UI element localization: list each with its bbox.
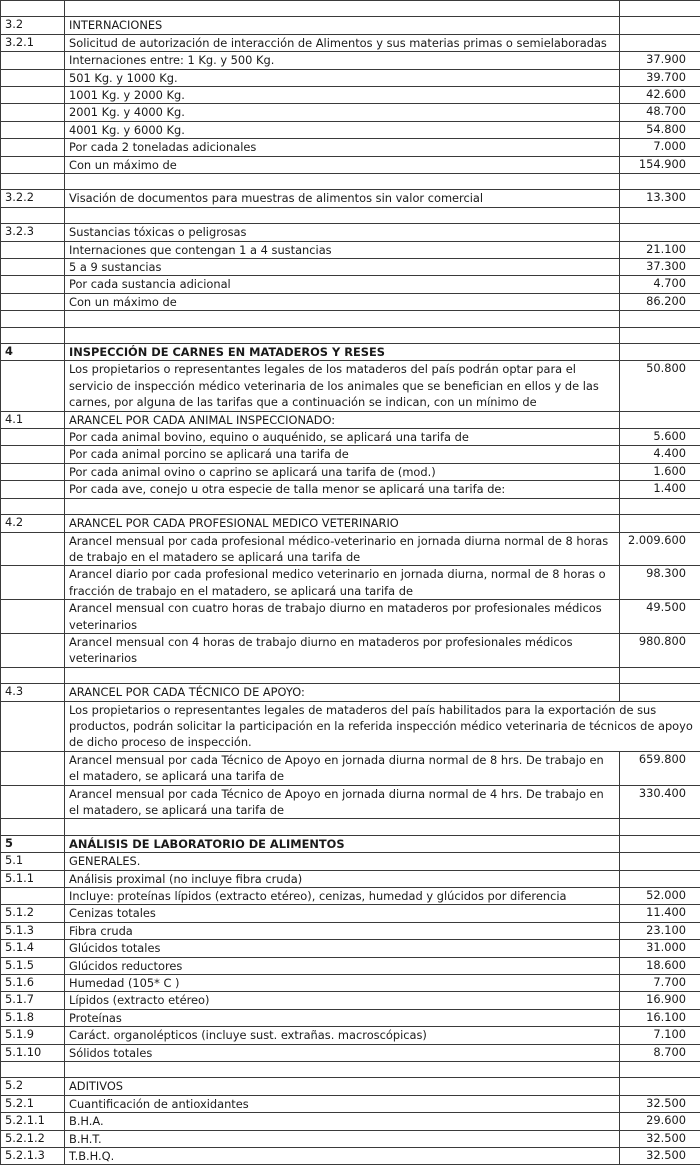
item-code-cell: 3.2.2 — [1, 190, 65, 207]
spacer-row — [1, 498, 700, 514]
item-amount-cell: 4.700 — [620, 276, 700, 293]
item-amount-cell: 21.100 — [620, 241, 700, 258]
item-code-cell: 5.2.1 — [1, 1095, 65, 1112]
item-description-cell: Solicitud de autorización de interacción de Alimentos y sus materias primas o semielaboradas — [65, 34, 620, 51]
item-description-cell — [65, 174, 620, 190]
item-amount-cell: 54.800 — [620, 121, 700, 138]
item-code-cell: 5.1.1 — [1, 870, 65, 887]
table-row — [1, 888, 700, 905]
table-row — [1, 566, 700, 600]
item-description-cell — [65, 819, 620, 835]
item-description-cell: ANÁLISIS DE LABORATORIO DE ALIMENTOS — [65, 835, 620, 852]
item-code-cell — [1, 121, 65, 138]
item-amount-cell: 52.000 — [620, 888, 700, 905]
item-amount-cell: 32.500 — [620, 1148, 700, 1165]
item-description-cell — [65, 1062, 620, 1078]
item-code-cell — [1, 888, 65, 905]
table-row — [1, 1130, 700, 1147]
item-amount-cell: 13.300 — [620, 190, 700, 207]
item-amount-cell: 7.100 — [620, 1027, 700, 1044]
item-amount-cell: 1.600 — [620, 463, 700, 480]
item-code-cell — [1, 429, 65, 446]
item-code-cell: 3.2 — [1, 17, 65, 34]
item-description-cell: Con un máximo de — [65, 156, 620, 173]
item-amount-cell — [620, 515, 700, 532]
item-code-cell: 5.2.1.2 — [1, 1130, 65, 1147]
table-row — [1, 87, 700, 104]
item-description-cell: Sustancias tóxicas o peligrosas — [65, 224, 620, 241]
item-code-cell — [1, 311, 65, 327]
item-amount-cell — [620, 174, 700, 190]
item-description-cell — [65, 327, 620, 343]
table-row — [1, 957, 700, 974]
table-row — [1, 701, 700, 751]
table-row — [1, 241, 700, 258]
item-amount-cell — [620, 411, 700, 428]
item-description-cell: Arancel mensual por cada Técnico de Apoyo en jornada diurna normal de 4 hrs. De trabajo en el matadero, se aplicará una tarifa de — [65, 785, 620, 819]
item-description-cell: Arancel diario por cada profesional medico veterinario en jornada diurna, normal de 8 horas o fracción de trabajo en el matadero, se aplicará una tarifa de — [65, 566, 620, 600]
item-amount-cell: 1.400 — [620, 481, 700, 498]
item-code-cell: 5.1.4 — [1, 940, 65, 957]
item-code-cell — [1, 785, 65, 819]
item-amount-cell — [620, 835, 700, 852]
table-row — [1, 52, 700, 69]
item-description-cell: Humedad (105* C ) — [65, 975, 620, 992]
item-amount-cell: 5.600 — [620, 429, 700, 446]
item-amount-cell — [620, 870, 700, 887]
item-code-cell: 5.2.1.3 — [1, 1148, 65, 1165]
table-row — [1, 104, 700, 121]
table-row — [1, 121, 700, 138]
item-code-cell: 5.1.6 — [1, 975, 65, 992]
table-row — [1, 1044, 700, 1061]
item-description-cell — [65, 207, 620, 223]
item-amount-cell: 31.000 — [620, 940, 700, 957]
item-amount-cell: 37.300 — [620, 259, 700, 276]
item-amount-cell: 7.000 — [620, 139, 700, 156]
table-row — [1, 785, 700, 819]
item-description-cell: Por cada ave, conejo u otra especie de talla menor se aplicará una tarifa de: — [65, 481, 620, 498]
item-amount-cell — [620, 853, 700, 870]
item-code-cell — [1, 566, 65, 600]
item-code-cell — [1, 532, 65, 566]
item-description-cell: ARANCEL POR CADA PROFESIONAL MEDICO VETERINARIO — [65, 515, 620, 532]
item-description-cell: Por cada animal ovino o caprino se aplicará una tarifa de (mod.) — [65, 463, 620, 480]
item-code-cell: 5.1.8 — [1, 1009, 65, 1026]
table-row — [1, 69, 700, 86]
item-code-cell — [1, 104, 65, 121]
tariff-table-body — [1, 1, 700, 1165]
item-code-cell: 4 — [1, 344, 65, 361]
item-amount-cell — [620, 327, 700, 343]
item-description-cell: ARANCEL POR CADA TÉCNICO DE APOYO: — [65, 684, 620, 701]
item-amount-cell — [620, 1, 700, 17]
spacer-row — [1, 327, 700, 343]
item-description-cell: Análisis proximal (no incluye fibra cruda) — [65, 870, 620, 887]
item-code-cell: 3.2.3 — [1, 224, 65, 241]
item-code-cell — [1, 156, 65, 173]
item-description-cell: Con un máximo de — [65, 293, 620, 310]
item-amount-cell: 16.900 — [620, 992, 700, 1009]
item-amount-cell: 23.100 — [620, 922, 700, 939]
item-description-cell: 501 Kg. y 1000 Kg. — [65, 69, 620, 86]
item-description-cell: 5 a 9 sustancias — [65, 259, 620, 276]
table-row — [1, 684, 700, 701]
item-code-cell: 5.1.9 — [1, 1027, 65, 1044]
item-description-cell: INTERNACIONES — [65, 17, 620, 34]
item-description-cell: ADITIVOS — [65, 1078, 620, 1095]
table-row — [1, 751, 700, 785]
table-row — [1, 633, 700, 667]
spacer-row — [1, 1062, 700, 1078]
item-amount-cell: 330.400 — [620, 785, 700, 819]
table-row — [1, 411, 700, 428]
item-amount-cell: 8.700 — [620, 1044, 700, 1061]
item-description-cell: Proteínas — [65, 1009, 620, 1026]
item-description-cell: Fibra cruda — [65, 922, 620, 939]
item-description-cell: Los propietarios o representantes legales de los mataderos del país podrán optar para el servicio de inspección médico veterinaria de los animales que se benefician en ellos y de las carnes, por alguna de las tarifas que a continuación se indican, con un mínimo de — [65, 361, 620, 411]
item-description-cell — [65, 311, 620, 327]
spacer-row — [1, 207, 700, 223]
item-description-cell: Los propietarios o representantes legales de mataderos del país habilitados para la exportación de sus productos, podrán solicitar la participación en la referida inspección médico veterinaria de técnicos de apoyo de dicho proceso de inspección. — [65, 701, 700, 751]
table-row — [1, 1009, 700, 1026]
table-row — [1, 429, 700, 446]
item-amount-cell — [620, 498, 700, 514]
item-amount-cell — [620, 224, 700, 241]
table-row — [1, 259, 700, 276]
item-description-cell: Sólidos totales — [65, 1044, 620, 1061]
item-description-cell: 1001 Kg. y 2000 Kg. — [65, 87, 620, 104]
item-description-cell: Caráct. organolépticos (incluye sust. extrañas. macroscópicas) — [65, 1027, 620, 1044]
item-description-cell: GENERALES. — [65, 853, 620, 870]
item-description-cell: Glúcidos reductores — [65, 957, 620, 974]
item-amount-cell: 11.400 — [620, 905, 700, 922]
item-amount-cell: 16.100 — [620, 1009, 700, 1026]
item-amount-cell: 980.800 — [620, 633, 700, 667]
item-code-cell — [1, 701, 65, 751]
item-code-cell — [1, 361, 65, 411]
item-code-cell: 4.2 — [1, 515, 65, 532]
table-row — [1, 156, 700, 173]
item-code-cell — [1, 600, 65, 634]
item-code-cell: 5.1.7 — [1, 992, 65, 1009]
table-row — [1, 17, 700, 34]
table-row — [1, 853, 700, 870]
section-heading-row — [1, 344, 700, 361]
item-code-cell — [1, 446, 65, 463]
item-amount-cell: 50.800 — [620, 361, 700, 411]
table-row — [1, 992, 700, 1009]
item-amount-cell — [620, 34, 700, 51]
table-row — [1, 190, 700, 207]
item-code-cell: 4.3 — [1, 684, 65, 701]
item-amount-cell: 32.500 — [620, 1095, 700, 1112]
spacer-row — [1, 667, 700, 683]
item-amount-cell: 4.400 — [620, 446, 700, 463]
item-description-cell — [65, 498, 620, 514]
item-code-cell — [1, 481, 65, 498]
table-row — [1, 905, 700, 922]
item-amount-cell — [620, 684, 700, 701]
item-code-cell — [1, 327, 65, 343]
item-description-cell: Lípidos (extracto etéreo) — [65, 992, 620, 1009]
item-code-cell — [1, 69, 65, 86]
item-description-cell — [65, 667, 620, 683]
item-amount-cell — [620, 344, 700, 361]
table-row — [1, 870, 700, 887]
item-code-cell — [1, 241, 65, 258]
item-description-cell: Internaciones que contengan 1 a 4 sustancias — [65, 241, 620, 258]
item-code-cell — [1, 463, 65, 480]
spacer-row — [1, 311, 700, 327]
item-code-cell: 5.1.10 — [1, 1044, 65, 1061]
item-code-cell — [1, 1, 65, 17]
spacer-row — [1, 1, 700, 17]
item-code-cell — [1, 52, 65, 69]
item-code-cell: 5 — [1, 835, 65, 852]
item-amount-cell — [620, 1062, 700, 1078]
item-code-cell — [1, 87, 65, 104]
item-description-cell: ARANCEL POR CADA ANIMAL INSPECCIONADO: — [65, 411, 620, 428]
table-row — [1, 139, 700, 156]
item-description-cell: Por cada animal porcino se aplicará una tarifa de — [65, 446, 620, 463]
item-description-cell: Cenizas totales — [65, 905, 620, 922]
table-row — [1, 922, 700, 939]
item-code-cell — [1, 667, 65, 683]
item-amount-cell: 98.300 — [620, 566, 700, 600]
item-description-cell — [65, 1, 620, 17]
item-code-cell — [1, 139, 65, 156]
item-code-cell — [1, 498, 65, 514]
item-description-cell: B.H.T. — [65, 1130, 620, 1147]
item-code-cell — [1, 633, 65, 667]
table-row — [1, 446, 700, 463]
item-description-cell: Internaciones entre: 1 Kg. y 500 Kg. — [65, 52, 620, 69]
item-amount-cell: 86.200 — [620, 293, 700, 310]
item-code-cell — [1, 819, 65, 835]
table-row — [1, 1078, 700, 1095]
table-row — [1, 224, 700, 241]
item-amount-cell: 29.600 — [620, 1113, 700, 1130]
item-amount-cell: 2.009.600 — [620, 532, 700, 566]
item-amount-cell — [620, 819, 700, 835]
table-row — [1, 940, 700, 957]
item-code-cell: 5.1.2 — [1, 905, 65, 922]
item-amount-cell: 32.500 — [620, 1130, 700, 1147]
item-code-cell — [1, 259, 65, 276]
table-row — [1, 361, 700, 411]
item-amount-cell: 48.700 — [620, 104, 700, 121]
item-description-cell: 4001 Kg. y 6000 Kg. — [65, 121, 620, 138]
table-row — [1, 532, 700, 566]
item-code-cell — [1, 751, 65, 785]
item-amount-cell: 659.800 — [620, 751, 700, 785]
spacer-row — [1, 174, 700, 190]
item-description-cell: INSPECCIÓN DE CARNES EN MATADEROS Y RESES — [65, 344, 620, 361]
item-code-cell: 5.1 — [1, 853, 65, 870]
table-row — [1, 1095, 700, 1112]
section-heading-row — [1, 835, 700, 852]
item-description-cell: T.B.H.Q. — [65, 1148, 620, 1165]
item-code-cell — [1, 1062, 65, 1078]
item-code-cell: 5.1.5 — [1, 957, 65, 974]
item-description-cell: Por cada animal bovino, equino o auquénido, se aplicará una tarifa de — [65, 429, 620, 446]
item-code-cell — [1, 207, 65, 223]
item-amount-cell — [620, 17, 700, 34]
item-amount-cell — [620, 1078, 700, 1095]
item-amount-cell: 37.900 — [620, 52, 700, 69]
item-code-cell: 5.1.3 — [1, 922, 65, 939]
table-row — [1, 600, 700, 634]
item-amount-cell — [620, 311, 700, 327]
item-code-cell — [1, 293, 65, 310]
item-code-cell: 5.2.1.1 — [1, 1113, 65, 1130]
spacer-row — [1, 819, 700, 835]
item-code-cell: 5.2 — [1, 1078, 65, 1095]
table-row — [1, 1148, 700, 1165]
item-description-cell: Arancel mensual por cada profesional médico-veterinario en jornada diurna normal de 8 horas de trabajo en el matadero se aplicará una tarifa de — [65, 532, 620, 566]
item-amount-cell — [620, 207, 700, 223]
item-description-cell: Por cada sustancia adicional — [65, 276, 620, 293]
item-amount-cell: 49.500 — [620, 600, 700, 634]
item-description-cell: Arancel mensual con cuatro horas de trabajo diurno en mataderos por profesionales médicos veterinarios — [65, 600, 620, 634]
item-description-cell: Visación de documentos para muestras de alimentos sin valor comercial — [65, 190, 620, 207]
item-description-cell: Por cada 2 toneladas adicionales — [65, 139, 620, 156]
item-code-cell: 4.1 — [1, 411, 65, 428]
table-row — [1, 1113, 700, 1130]
item-code-cell — [1, 174, 65, 190]
table-row — [1, 1027, 700, 1044]
item-amount-cell: 39.700 — [620, 69, 700, 86]
item-amount-cell: 7.700 — [620, 975, 700, 992]
table-row — [1, 34, 700, 51]
table-row — [1, 975, 700, 992]
item-code-cell: 3.2.1 — [1, 34, 65, 51]
item-description-cell: Cuantificación de antioxidantes — [65, 1095, 620, 1112]
item-description-cell: Glúcidos totales — [65, 940, 620, 957]
item-amount-cell: 18.600 — [620, 957, 700, 974]
table-row — [1, 293, 700, 310]
item-amount-cell: 154.900 — [620, 156, 700, 173]
item-code-cell — [1, 276, 65, 293]
item-description-cell: Incluye: proteínas lípidos (extracto etéreo), cenizas, humedad y glúcidos por diferencia — [65, 888, 620, 905]
item-description-cell: 2001 Kg. y 4000 Kg. — [65, 104, 620, 121]
item-amount-cell: 42.600 — [620, 87, 700, 104]
table-row — [1, 463, 700, 480]
table-row — [1, 481, 700, 498]
item-description-cell: Arancel mensual con 4 horas de trabajo diurno en mataderos por profesionales médicos veterinarios — [65, 633, 620, 667]
item-amount-cell — [620, 667, 700, 683]
table-row — [1, 276, 700, 293]
item-description-cell: B.H.A. — [65, 1113, 620, 1130]
table-row — [1, 515, 700, 532]
item-description-cell: Arancel mensual por cada Técnico de Apoyo en jornada diurna normal de 8 hrs. De trabajo en el matadero, se aplicará una tarifa de — [65, 751, 620, 785]
